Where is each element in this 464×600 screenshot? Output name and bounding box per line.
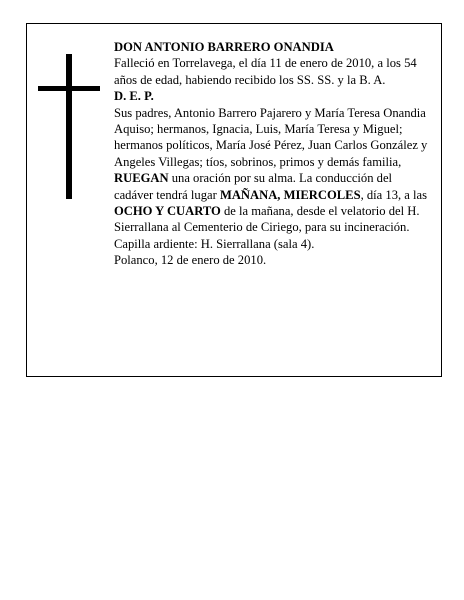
request-text-1: una oración por su alma. La conducción del cadáver tendrá lugar	[114, 171, 393, 202]
cross-horizontal-bar	[38, 86, 100, 91]
funeral-time: OCHO Y CUARTO	[114, 204, 221, 219]
obituary-text	[114, 39, 434, 269]
deceased-name: DON ANTONIO BARRERO ONANDIA	[114, 40, 334, 54]
funeral-day: MAÑANA, MIERCOLES	[219, 187, 361, 202]
cross-icon	[38, 54, 100, 199]
request-text-2: , día 13, a las	[360, 187, 428, 202]
family-members: Sus padres, Antonio Barrero Pajarero y María Teresa Onandia Aquiso; hermanos, Ignacia, Luis, María Teresa y Miguel; hermanos políticos, María José Pérez, Juan Carlos González y Angeles Villegas; tíos, sobrinos, primos y demás familia,	[114, 105, 428, 169]
cross-vertical-bar	[66, 54, 72, 199]
place-and-date: Polanco, 12 de enero de 2010.	[114, 253, 267, 268]
request-verb: RUEGAN	[114, 171, 169, 186]
obituary-notice	[26, 23, 442, 377]
rest-in-peace: D. E. P.	[114, 89, 154, 104]
request-text-3: de la mañana, desde el velatorio del H. Sierrallana al Cementerio de Ciriego, para su incineración. Capilla ardiente: H. Sierrallana (sala 4).	[114, 204, 420, 251]
death-details: Falleció en Torrelavega, el día 11 de enero de 2010, a los 54 años de edad, habiendo recibido los SS. SS. y la B. A.	[114, 56, 417, 87]
funeral-request	[114, 170, 434, 252]
